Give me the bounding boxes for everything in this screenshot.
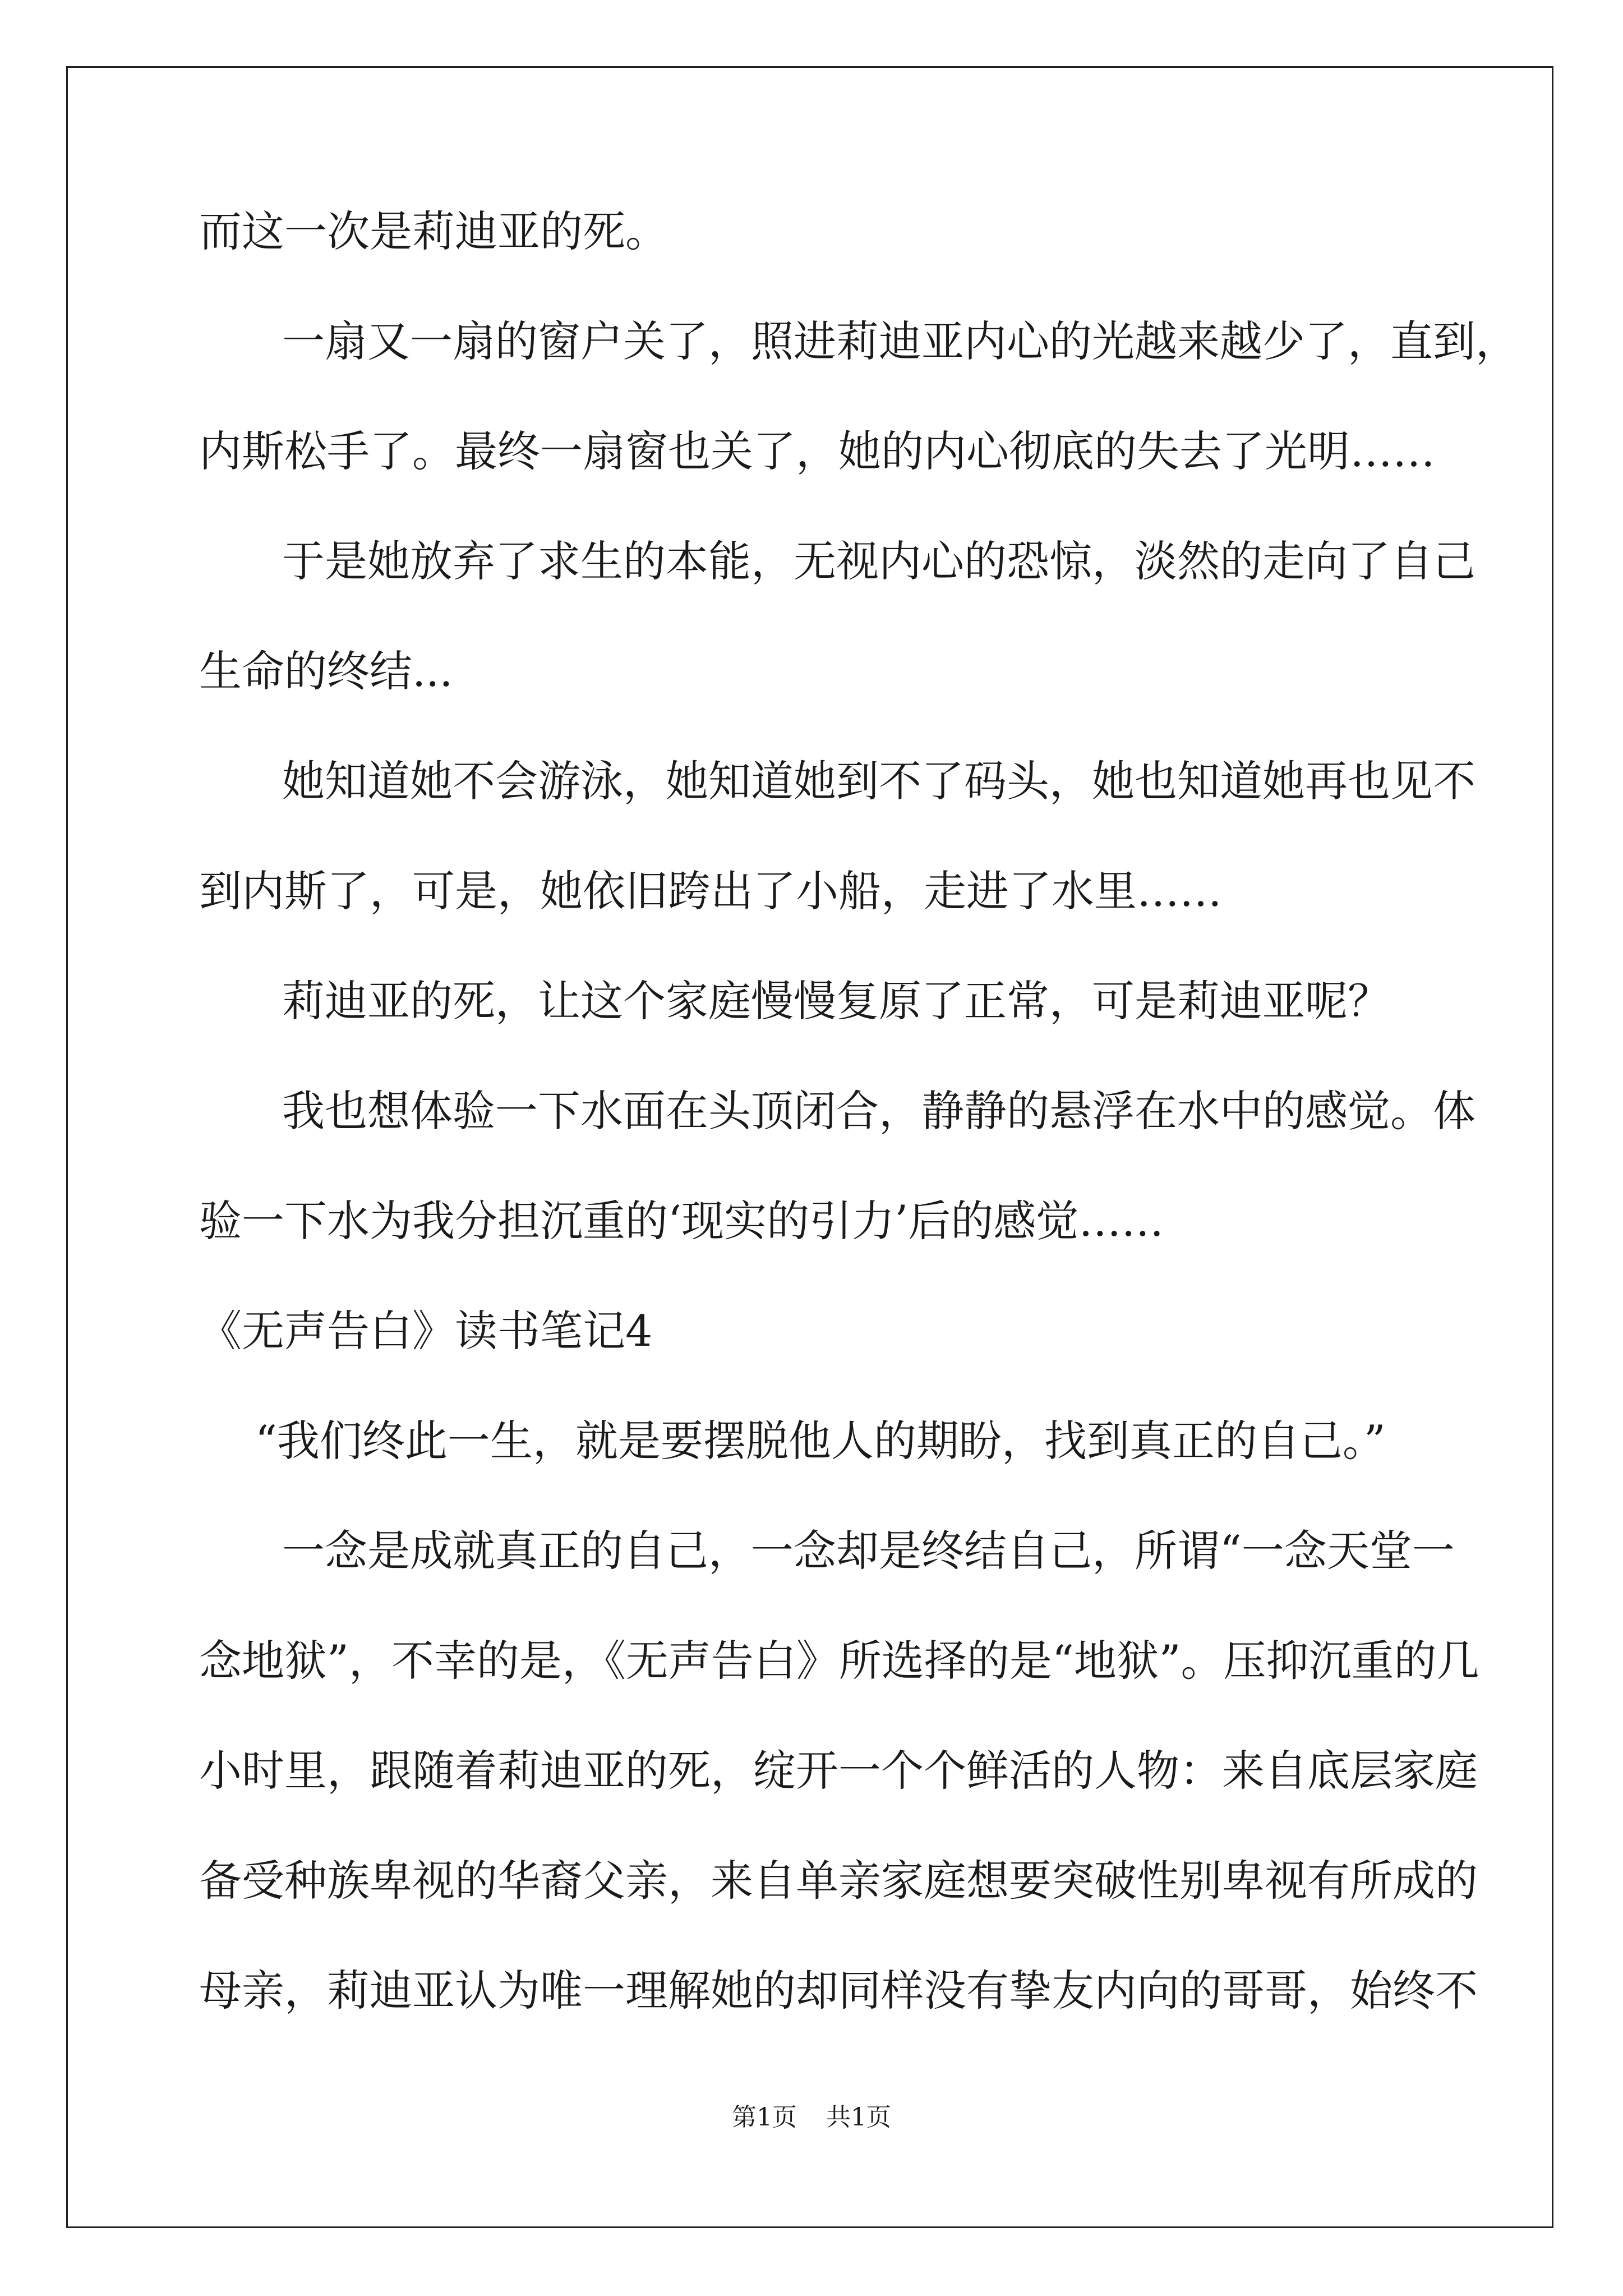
page-number: 第1页 xyxy=(732,2103,797,2132)
page-total: 共1页 xyxy=(826,2103,891,2132)
text-line: 验一下水为我分担沉重的‘现实的引力’后的感觉…… xyxy=(199,1196,1164,1246)
text-line: 于是她放弃了求生的本能，无视内心的恐惊，淡然的走向了自己 xyxy=(282,536,1476,586)
text-line: 一扇又一扇的窗户关了，照进莉迪亚内心的光越来越少了，直到， xyxy=(282,316,1518,366)
page-footer xyxy=(0,2097,1623,2133)
text-line: 念地狱”，不幸的是，《无声告白》所选择的是“地狱”。压抑沉重的几 xyxy=(199,1636,1479,1686)
text-line: 一念是成就真正的自己，一念却是终结自己，所谓“一念天堂一 xyxy=(282,1526,1455,1576)
text-line: 备受种族卑视的华裔父亲，来自单亲家庭想要突破性别卑视有所成的 xyxy=(199,1856,1478,1906)
text-line: 而这一次是莉迪亚的死。 xyxy=(199,206,668,256)
text-line: 小时里，跟随着莉迪亚的死，绽开一个个鲜活的人物：来自底层家庭 xyxy=(199,1746,1478,1796)
text-line: 内斯松手了。最终一扇窗也关了，她的内心彻底的失去了光明…… xyxy=(199,426,1435,476)
text-line: 她知道她不会游泳，她知道她到不了码头，她也知道她再也见不 xyxy=(282,756,1476,806)
section-heading: 《无声告白》读书笔记4 xyxy=(199,1306,653,1356)
quote-line: “我们终此一生，就是要摆脱他人的期盼，找到真正的自己。” xyxy=(255,1416,1386,1466)
text-line: 到内斯了，可是，她依旧跨出了小船，走进了水里…… xyxy=(199,866,1222,916)
text-line: 莉迪亚的死，让这个家庭慢慢复原了正常，可是莉迪亚呢？ xyxy=(282,976,1390,1026)
text-line: 我也想体验一下水面在头顶闭合，静静的悬浮在水中的感觉。体 xyxy=(282,1086,1476,1136)
text-line: 生命的终结... xyxy=(199,646,453,696)
text-line: 母亲，莉迪亚认为唯一理解她的却同样没有挚友内向的哥哥，始终不 xyxy=(199,1966,1478,2016)
